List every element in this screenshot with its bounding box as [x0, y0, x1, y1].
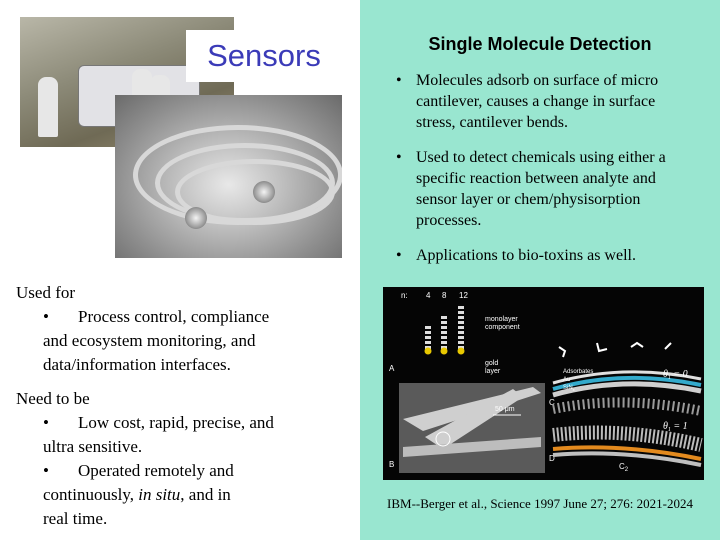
cable-connector: [185, 207, 207, 229]
theta-label: $\theta_1 = 1$: [663, 421, 688, 433]
sinx-label: SiN$_x$: [563, 385, 575, 392]
list-item-continued: data/information interfaces.: [43, 355, 231, 374]
gold-label: gold: [485, 360, 499, 367]
molecule-chains: [425, 305, 465, 355]
figure-letter: $C_2$: [619, 462, 629, 473]
au-label: Au: [563, 377, 571, 383]
cantilever-figure-art: [383, 287, 704, 480]
person-figure: [38, 77, 58, 137]
need-to-be-section: [16, 387, 336, 531]
list-item: • Applications to bio-toxins as well.: [396, 247, 636, 264]
n-label: n:: [401, 291, 408, 300]
list-item: • Used to detect chemicals using either a specific reaction between analyte and sensor layer or chem/physisorption processes.: [396, 149, 666, 229]
used-for-section: [16, 281, 336, 377]
figure-letter: A: [389, 364, 395, 373]
scale-bar-label: 50 μm: [495, 406, 515, 413]
cantilever-micrograph: [399, 383, 545, 473]
cantilever-figure: [383, 287, 704, 480]
list-item-continued: ultra sensitive.: [43, 437, 143, 456]
right-bullet-list: [396, 70, 696, 280]
figure-letter: D: [549, 454, 555, 463]
left-text-block: [16, 281, 336, 541]
theta-label: $\theta_1 = 0$: [663, 369, 688, 381]
figure-letter: C: [549, 398, 555, 407]
cable-connector: [253, 181, 275, 203]
n-value: 8: [442, 291, 447, 300]
list-item-continued: real time.: [43, 509, 108, 528]
monolayer-label: component: [485, 324, 520, 331]
right-heading: Single Molecule Detection: [428, 34, 652, 54]
list-item-continued: continuously, in situ, and in: [43, 485, 231, 504]
list-item: • Molecules adsorb on surface of micro cantilever, causes a change in surface stress, cantilever bends.: [396, 72, 659, 131]
sensor-cable-photo: [115, 95, 342, 258]
monolayer-label: monolayer: [485, 316, 518, 323]
n-value: 12: [459, 291, 468, 300]
list-item-continued: and ecosystem monitoring, and: [43, 331, 256, 350]
gold-label: layer: [485, 368, 501, 375]
list-item: • Operated remotely and: [43, 461, 234, 480]
used-for-heading: Used for: [16, 283, 76, 302]
figure-letter: B: [389, 460, 395, 469]
need-to-be-heading: Need to be: [16, 389, 90, 408]
list-item: • Low cost, rapid, precise, and: [43, 413, 274, 432]
figure-caption: IBM--Berger et al., Science 1997 June 27; 276: 2021-2024: [387, 496, 693, 511]
adsorbates-label: Adsorbates: [563, 369, 594, 375]
list-item: • Process control, compliance: [43, 307, 270, 326]
adsorbate-layers: [553, 343, 701, 465]
slide-title: Sensors: [186, 30, 342, 82]
n-value: 4: [426, 291, 431, 300]
